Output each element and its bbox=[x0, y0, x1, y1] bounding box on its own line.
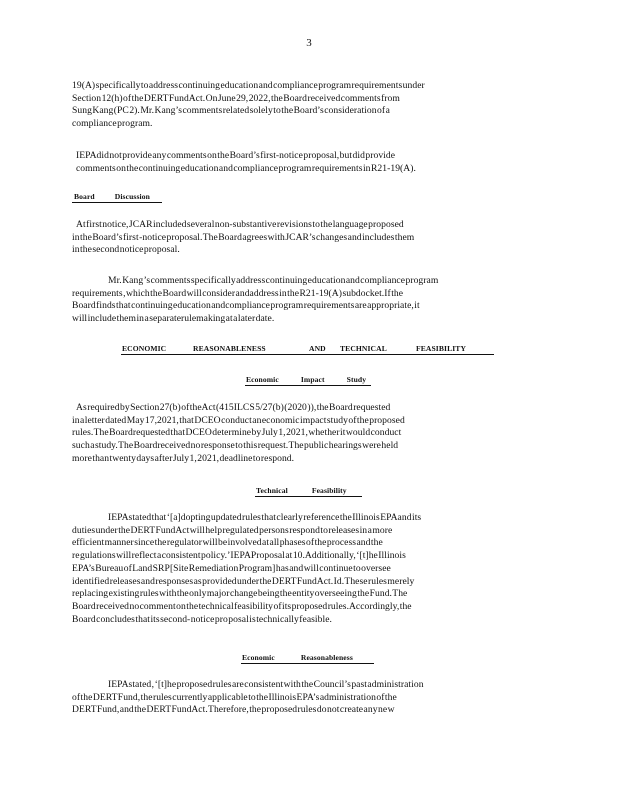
text-line: As required by Section 27(b) of the Act (415ILCS 5/27(b) (2020 )), the Board requested bbox=[76, 402, 391, 413]
text-line: IEPA did not provide any comments on the Board’s first-notice proposal, but did provide bbox=[76, 150, 396, 161]
text-line: of the DERT Fund, the rules currently applicable to the Illinois EPA’s administration of the bbox=[72, 691, 397, 703]
paragraph-economic-reasonableness bbox=[72, 679, 542, 717]
text-line: replacing existing rules with the only major change being the entity overseeing the Fund. The bbox=[72, 588, 408, 600]
text-line: identified releases and responses as provided under the DERT Fund Act. Id. These rules merely bbox=[72, 575, 415, 587]
text-line: Board concludes that its second- notice pro posal is technically feasible. bbox=[72, 613, 332, 625]
board-discussion-heading: Board Discussion bbox=[74, 192, 150, 201]
paragraph-intro bbox=[72, 80, 542, 131]
paragraph-technical-feasibility bbox=[72, 512, 542, 626]
text-line: Section 12(h) of the DERT Fund Act. On June 29, 2022, the Board received comments from bbox=[72, 92, 400, 104]
text-line: EPA’s Bureau of Land SRP [Site Remediation Program] has and will continue to oversee bbox=[72, 562, 391, 574]
heading-underline bbox=[241, 663, 374, 664]
economic-reasonableness-heading: Economic Reasonableness bbox=[242, 653, 353, 662]
text-line: DERT Fund, and the DERT Fund Act. Therefore, the proposed rules do not create any ne w bbox=[72, 704, 395, 716]
economic-impact-study-heading: Economic Impact Study bbox=[246, 375, 367, 384]
econ-tech-heading: ECONOMIC bbox=[122, 344, 167, 353]
text-line: efficient manner since the regulator will be involved at all phases of the process and the bbox=[72, 537, 383, 549]
technical-feasibility-heading: Technical Feasibility bbox=[256, 486, 347, 495]
econ-tech-heading-word: AND bbox=[309, 344, 326, 353]
paragraph-kang-comments bbox=[72, 275, 542, 326]
econ-tech-heading-word: REASONABLENESS bbox=[193, 344, 266, 353]
text-line: re gulations will reflect a consistent policy.’IEPA Proposal at 10. Additionally, ‘[t]he Illinois bbox=[72, 550, 406, 562]
text-line: in the second notice proposal. bbox=[72, 244, 180, 256]
paragraph-iepa-comments bbox=[76, 150, 546, 175]
text-line: IEPA stated that ‘[a]dopting updated rules that clearly reference the Illinois EPA and its bbox=[108, 512, 422, 523]
text-line: At first notice, JCAR included several non-substantive revisions to the language proposed bbox=[76, 219, 404, 230]
text-line: 19(A) specifically to address continuing education and compliance program requirements under bbox=[72, 80, 425, 91]
heading-underline bbox=[72, 202, 162, 203]
text-line: Board finds that continuing education andcompliance program requirements are appropriate, it bbox=[72, 300, 420, 312]
heading-underline bbox=[121, 354, 494, 355]
text-line: rules. The Boardrequested that DCEO determine by July 1, 2021, whether it would conduct bbox=[72, 427, 402, 439]
text-line: in the Board’s first -notice proposal. The Board agrees with JCAR’s changes and includes them bbox=[72, 231, 415, 243]
text-line: IEPA stated , ‘[t]he proposed rules are consistent with the Council’s past administration bbox=[108, 679, 424, 690]
econ-tech-heading-word: FEASIBILITY bbox=[416, 344, 467, 353]
text-line: Mr. Kang ’s comments specifically address continuing education and compliance program bbox=[108, 275, 439, 286]
heading-underline bbox=[255, 496, 362, 497]
text-line: such a study. The Boardreceived no response to this request. The public hearings were held bbox=[72, 440, 399, 452]
text-line: requirements , which the Board will consider andaddress in the R21-19(A) subdocket.If the bbox=[72, 287, 404, 299]
paragraph-jcar bbox=[72, 219, 546, 257]
text-line: duties under the DERT Fund Act will help regulated persons respond to releases in a more bbox=[72, 524, 393, 536]
econ-tech-heading-word: TECHNICAL bbox=[340, 344, 387, 353]
text-line: compliance program. bbox=[72, 118, 153, 130]
text-line: will include them in a separaterulemaking at a later date. bbox=[72, 313, 275, 325]
heading-underline bbox=[245, 385, 371, 386]
text-line: more than twenty days after July 1, 2021, deadline to respond. bbox=[72, 452, 295, 464]
page-number: 3 bbox=[306, 37, 312, 49]
paragraph-dceo-study bbox=[72, 402, 546, 466]
text-line: Board received no comment on the technical feasibility of its proposed rules. Accordingly, the bbox=[72, 600, 412, 612]
text-line: comments on the continuing education and compliance program requirements in R21-19(A). bbox=[76, 162, 416, 174]
text-line: in a letter dated May 17,2021, that DCEO conduct an economic impact study of the proposed bbox=[72, 414, 405, 426]
text-line: Sung Kang (PC 2). Mr. Kang’s comments related solely to the Board’s consideration of a bbox=[72, 105, 390, 117]
